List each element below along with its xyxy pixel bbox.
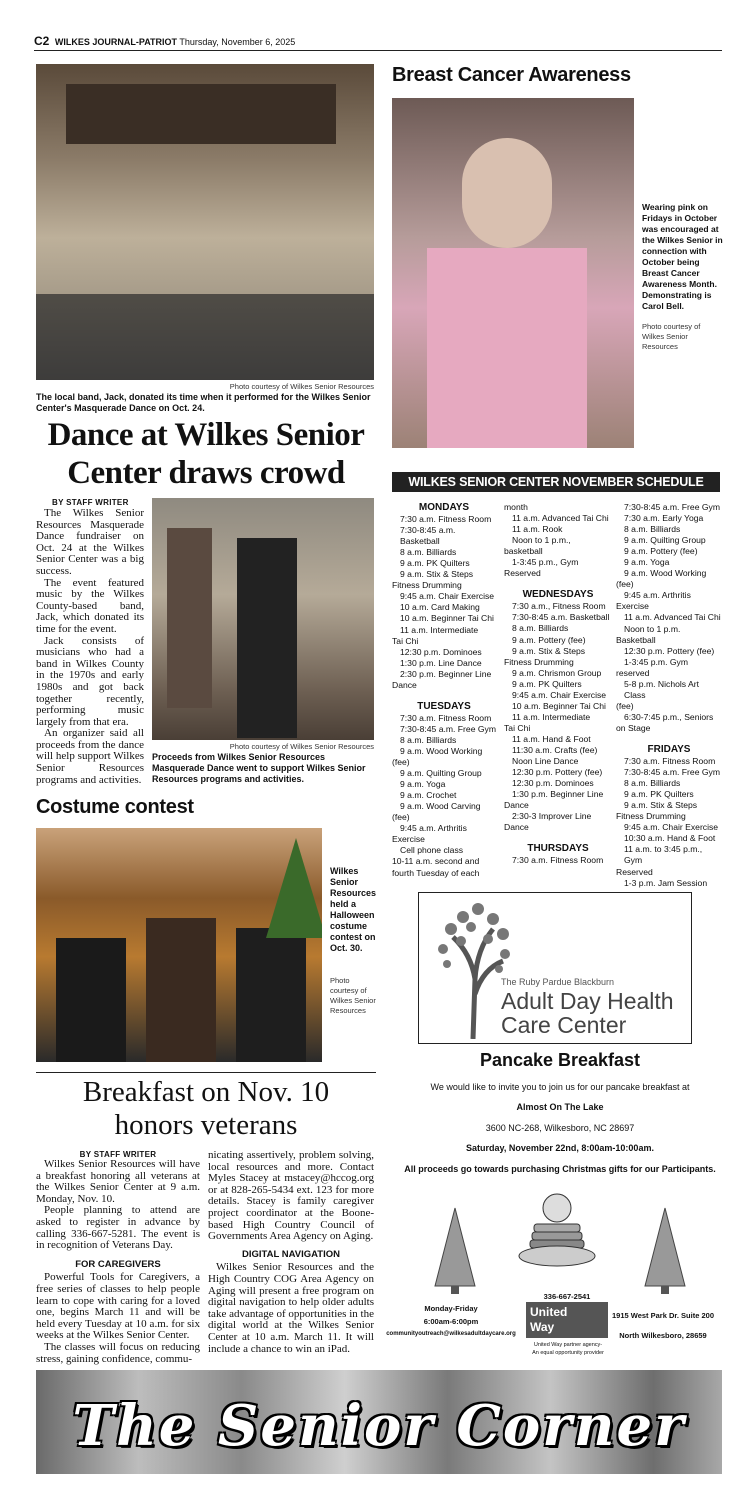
schedule-column-2 (504, 502, 612, 866)
schedule-column-1 (392, 500, 496, 879)
breast-cancer-caption: Wearing pink on Fridays in October was encouraged at the Wilkes Senior in connection with October being Breast Cancer Awareness Month. Demonstrating is Carol Bell. (642, 202, 723, 311)
schedule-item: 10 a.m. Beginner Tai Chi (400, 613, 494, 624)
schedule-item: 11 a.m. Advanced Tai Chi (512, 513, 609, 524)
schedule-item-continued: Fitness Drumming (392, 580, 462, 591)
schedule-item: Cell phone class (400, 845, 464, 856)
schedule-item-continued: Fitness Drumming (504, 656, 574, 667)
schedule-item: 12:30 p.m. Pottery (fee) (512, 767, 603, 778)
schedule-spacer (392, 691, 496, 699)
schedule-item: 1-3:45 p.m., Gym (512, 557, 579, 568)
schedule-item: 8 a.m. Billiards (624, 524, 681, 535)
schedule-item: 9:45 a.m. Arthritis (624, 590, 691, 601)
schedule-item-continued: reserved (616, 667, 650, 678)
band-photo (36, 64, 374, 380)
schedule-item: 9 a.m. Stix & Steps (400, 569, 474, 580)
schedule-day-heading: WEDNESDAYS (522, 589, 594, 601)
schedule-item: 12:30 p.m. Dominoes (400, 646, 482, 657)
breast-cancer-title: Breast Cancer Awareness (392, 64, 631, 86)
breakfast-paragraph-continued: The classes will focus on reducing stress, gaining confidence, commu- (36, 1340, 200, 1365)
ad-details (392, 1082, 728, 1175)
schedule-item: 7:30-8:45 a.m. Basketball (400, 525, 456, 547)
schedule-item: 9 a.m. Wood Carving (400, 801, 481, 812)
costume-caption: Wilkes Senior Resources held a Halloween costume contest on Oct. 30. (330, 866, 377, 953)
schedule-item: 9 a.m. Chrismon Group (512, 667, 602, 678)
schedule-item: 9 a.m. PK Quilters (512, 678, 582, 689)
breakfast-paragraph: People planning to attend are asked to register in advance by calling 336-667-5281. The event is in recognition of Veterans Day. (36, 1204, 200, 1252)
breakfast-byline: BY STAFF WRITER (79, 1150, 157, 1159)
ad-proceeds: All proceeds go towards purchasing Christmas gifts for our Participants. (404, 1164, 716, 1174)
schedule-item-continued: month (504, 502, 528, 512)
christmas-tree-right-icon (640, 1206, 690, 1296)
schedule-spacer (504, 579, 612, 587)
senior-corner-title: The Senior Corner (72, 1393, 686, 1459)
schedule-item: 2:30-3 Improver Line (512, 811, 592, 822)
schedule-item: Noon Line Dance (512, 756, 579, 767)
schedule-item: 9 a.m. Yoga (624, 557, 670, 568)
dance-paragraph: The event featured music by the Wilkes County-based band, Jack, which donated its time for the event. (36, 576, 144, 635)
schedule-item: 7:30 a.m. Fitness Room (512, 855, 604, 866)
schedule-item: 12:30 p.m. Dominoes (512, 778, 594, 789)
dance-headline-line2: Center draws crowd (67, 455, 345, 491)
page-number: C2 (34, 34, 50, 48)
ad-address-line2: North Wilkesboro, 28659 (619, 1331, 707, 1340)
schedule-item: 9 a.m. Stix & Steps (624, 800, 698, 811)
breakfast-column-1 (36, 1150, 200, 1365)
schedule-item: 7:30 a.m., Fitness Room (512, 601, 606, 612)
schedule-item: 9:45 a.m. Chair Exercise (624, 822, 719, 833)
breakfast-headline-line1: Breakfast on Nov. 10 (82, 1076, 330, 1108)
breakfast-paragraph: Powerful Tools for Caregivers, a free series of classes to help people learn to cope with caring for a loved one, begins March 11 and will be held every Tuesday at 10 a.m. for six weeks at the Wilkes Senior Center. (36, 1271, 200, 1342)
schedule-item: 11 a.m. Hand & Foot (512, 733, 591, 744)
dance-paragraph: An organizer said all proceeds from the dance will help support Wilkes Senior Resources programs and activities. (36, 727, 144, 786)
newspaper-name: WILKES JOURNAL-PATRIOT (54, 37, 178, 47)
ad-address-line1: 1915 West Park Dr. Suite 200 (611, 1311, 714, 1320)
schedule-item-continued: 10-11 a.m. second and (392, 856, 480, 867)
schedule-item: 1:30 p.m. Line Dance (400, 657, 482, 668)
schedule-item: 9:45 a.m. Arthritis (400, 823, 467, 834)
schedule-item: 9 a.m. Yoga (400, 779, 446, 790)
dance-headline (36, 416, 376, 492)
schedule-item: 7:30 a.m. Fitness Room (400, 712, 492, 723)
ad-phone: 336-667-2541 (543, 1292, 591, 1301)
digital-navigation-subhead: DIGITAL NAVIGATION (242, 1248, 340, 1260)
breakfast-paragraph: Wilkes Senior Resources will have a breakfast honoring all veterans at the Wilkes Senior Center at 9 a.m. Monday, Nov. 10. (36, 1158, 200, 1205)
schedule-item-continued: Exercise (616, 601, 649, 612)
schedule-item-continued: Fitness Drumming (616, 811, 686, 822)
schedule-item: 9 a.m. PK Quilters (624, 789, 694, 800)
schedule-item: 8 a.m. Billiards (400, 547, 457, 558)
schedule-item: 9 a.m. Pottery (fee) (512, 634, 586, 645)
schedule-item: Noon to 1 p.m., (512, 535, 571, 546)
breast-cancer-credit: Photo courtesy of Wilkes Senior Resources (642, 322, 701, 351)
schedule-item: 11 a.m. Rook (512, 524, 563, 535)
schedule-item: 9 a.m. Stix & Steps (512, 645, 586, 656)
schedule-item: 8 a.m. Billiards (400, 734, 457, 745)
schedule-item: 9:45 a.m. Chair Exercise (512, 689, 607, 700)
schedule-item-continued: Reserved (616, 866, 653, 877)
schedule-item: 7:30-8:45 a.m. Free Gym (624, 767, 720, 778)
schedule-item-continued: basketball (504, 546, 543, 557)
dance-photo-credit: Photo courtesy of Wilkes Senior Resources (229, 742, 374, 751)
schedule-item-continued: on Stage (616, 722, 651, 733)
senior-corner-banner (36, 1370, 722, 1474)
dance-paragraph: The Wilkes Senior Resources Masquerade Dance fundraiser on Oct. 24 at the Wilkes Senior Center was a big success. (36, 507, 144, 577)
schedule-item-continued: (fee) (616, 700, 634, 711)
breakfast-paragraph: Wilkes Senior Resources and the High Country COG Area Agency on Aging will present a free program on digital navigation to help older adults take advantage of opportunities in the digital world at the Wilkes Senior Center at 10 a.m. March 11. It will include a chance to win an iPad. (208, 1261, 374, 1355)
schedule-item: 7:30 a.m. Fitness Room (624, 756, 716, 767)
ad-logo-line1: Adult Day Health (501, 988, 674, 1014)
schedule-item: 11:30 a.m. Crafts (fee) (512, 744, 598, 755)
schedule-day-heading: FRIDAYS (647, 743, 691, 755)
schedule-title-bar (392, 472, 720, 492)
ad-email: communityoutreach@wilkesadultdaycare.org (386, 1331, 516, 1337)
schedule-item: 9 a.m. Quilting Group (400, 768, 482, 779)
ad-invite: We would like to invite you to join us for our pancake breakfast at (430, 1082, 690, 1092)
ad-logo-box (418, 892, 692, 1044)
costume-credit: Photo courtesy of Wilkes Senior Resources (330, 976, 376, 1015)
schedule-item-continued: Tai Chi (504, 722, 531, 733)
breakfast-headline (36, 1076, 376, 1142)
united-way-note-2: An equal opportunity provider (532, 1350, 604, 1356)
schedule-item-continued: (fee) (392, 812, 410, 823)
section-rule (36, 1072, 376, 1073)
schedule-item: 1:30 p.m. Beginner Line (512, 789, 604, 800)
ad-logo-line2: Care Center (501, 1012, 627, 1038)
schedule-item: Noon to 1 p.m. (624, 623, 681, 634)
schedule-item: 10 a.m. Beginner Tai Chi (512, 700, 606, 711)
schedule-item: 7:30-8:45 a.m. Free Gym (624, 502, 720, 512)
breakfast-column-2 (208, 1150, 374, 1355)
schedule-item: 7:30-8:45 a.m. Free Gym (400, 723, 496, 734)
schedule-item-continued: Reserved (504, 568, 541, 579)
ad-title: Pancake Breakfast (479, 1050, 641, 1070)
schedule-day-heading: THURSDAYS (527, 843, 589, 855)
schedule-item: 7:30-8:45 a.m. Basketball (512, 612, 610, 623)
schedule-item: 10 a.m. Card Making (400, 602, 480, 613)
schedule-item: 12:30 p.m. Pottery (fee) (624, 645, 715, 656)
schedule-item: 6:30-7:45 p.m., Seniors (624, 711, 714, 722)
dance-paragraph: Jack consists of musicians who had a band in Wilkes County in the 1970s and early 1980s and got back together recently, performing music largely from that era. (36, 634, 144, 728)
united-way-line2: Way (530, 1320, 555, 1334)
schedule-item-continued: (fee) (392, 757, 410, 768)
page-header (34, 34, 722, 48)
schedule-title: WILKES SENIOR CENTER NOVEMBER SCHEDULE (408, 475, 704, 489)
schedule-item-continued: (fee) (616, 579, 634, 590)
header-rule (34, 50, 722, 51)
schedule-item: 9 a.m. Quilting Group (624, 535, 706, 546)
caregivers-subhead: FOR CAREGIVERS (75, 1258, 161, 1270)
schedule-item-continued: Basketball (616, 634, 656, 645)
schedule-item-continued: fourth Tuesday of each (392, 867, 480, 878)
schedule-item: 9 a.m. Crochet (400, 790, 457, 801)
schedule-item-continued: Dance (504, 800, 529, 811)
breakfast-paragraph-continuation: nicating assertively, problem solving, local resources and more. Contact Myles Stacey at mstacey@hccog.org or at 828-265-5434 ext. 123 for more details. Stacey is family caregiver project coordinator at the Boone-based High Country Council of Governments Area Agency on Aging. (208, 1149, 374, 1243)
schedule-item: 9 a.m. Pottery (fee) (624, 546, 698, 557)
schedule-item: 8 a.m. Billiards (624, 778, 681, 789)
schedule-item: 9 a.m. PK Quilters (400, 558, 470, 569)
issue-date: Thursday, November 6, 2025 (179, 37, 296, 47)
schedule-spacer (504, 833, 612, 841)
schedule-item-continued: Dance (504, 822, 529, 833)
ad-datetime: Saturday, November 22nd, 8:00am-10:00am. (466, 1143, 654, 1153)
schedule-day-heading: MONDAYS (418, 502, 470, 513)
schedule-column-3 (616, 502, 722, 889)
breast-cancer-photo (392, 98, 634, 448)
united-way-note-1: United Way partner agency- (533, 1342, 603, 1348)
costume-photo (36, 828, 322, 1062)
band-photo-credit: Photo courtesy of Wilkes Senior Resources (229, 382, 374, 391)
pancake-mascot-icon (514, 1190, 600, 1270)
schedule-item-continued: Dance (392, 679, 417, 690)
schedule-item: 1-3:45 p.m. Gym (624, 656, 688, 667)
ad-center-address (608, 1306, 718, 1346)
dance-headline-line1: Dance at Wilkes Senior (47, 417, 365, 453)
schedule-item: 9 a.m. Wood Working (400, 745, 483, 756)
schedule-item: 5-8 p.m. Nichols Art Class (624, 678, 699, 700)
dance-photo (152, 498, 374, 740)
schedule-item: 7:30 a.m. Early Yoga (624, 513, 704, 524)
dance-photo-caption: Proceeds from Wilkes Senior Resources Masquerade Dance went to support Wilkes Senior Resources programs and activities. (152, 752, 366, 784)
united-way-logo (526, 1302, 608, 1338)
ad-hours-block (386, 1302, 516, 1341)
schedule-item-continued: Exercise (392, 834, 425, 845)
schedule-item: 11 a.m. Advanced Tai Chi (624, 612, 721, 623)
band-photo-caption: The local band, Jack, donated its time when it performed for the Wilkes Senior Center's Masquerade Dance on Oct. 24. (36, 392, 371, 413)
schedule-item: 11 a.m. Intermediate (400, 624, 479, 635)
schedule-item: 11 a.m. Intermediate (512, 711, 591, 722)
schedule-item: 2:30 p.m. Beginner Line (400, 668, 492, 679)
schedule-item: 1-3 p.m. Jam Session (624, 877, 708, 888)
schedule-item: 9 a.m. Wood Working (624, 568, 707, 579)
ad-logo-small: The Ruby Pardue Blackburn (501, 977, 615, 987)
costume-title: Costume contest (36, 796, 194, 818)
schedule-item: 8 a.m. Billiards (512, 623, 569, 634)
schedule-day-heading: TUESDAYS (417, 700, 471, 712)
schedule-item-continued: Tai Chi (392, 635, 419, 646)
united-way-line1: United (530, 1305, 568, 1319)
christmas-tree-left-icon (430, 1206, 480, 1296)
schedule-item: 10:30 a.m. Hand & Foot (624, 833, 716, 844)
schedule-item: 11 a.m. to 3:45 p.m., Gym (624, 844, 703, 866)
ad-address: 3600 NC-268, Wilkesboro, NC 28697 (485, 1123, 635, 1133)
schedule-item: 9:45 a.m. Chair Exercise (400, 591, 495, 602)
dance-byline: BY STAFF WRITER (52, 498, 129, 507)
ad-hours: 6:00am-6:00pm (423, 1317, 479, 1326)
ad-hours-label: Monday-Friday (424, 1304, 478, 1313)
schedule-item: 7:30 a.m. Fitness Room (400, 514, 492, 525)
dance-story-body (36, 508, 144, 786)
ad-venue: Almost On The Lake (516, 1102, 604, 1112)
breakfast-headline-line2: honors veterans (114, 1109, 298, 1141)
schedule-spacer (616, 734, 722, 742)
